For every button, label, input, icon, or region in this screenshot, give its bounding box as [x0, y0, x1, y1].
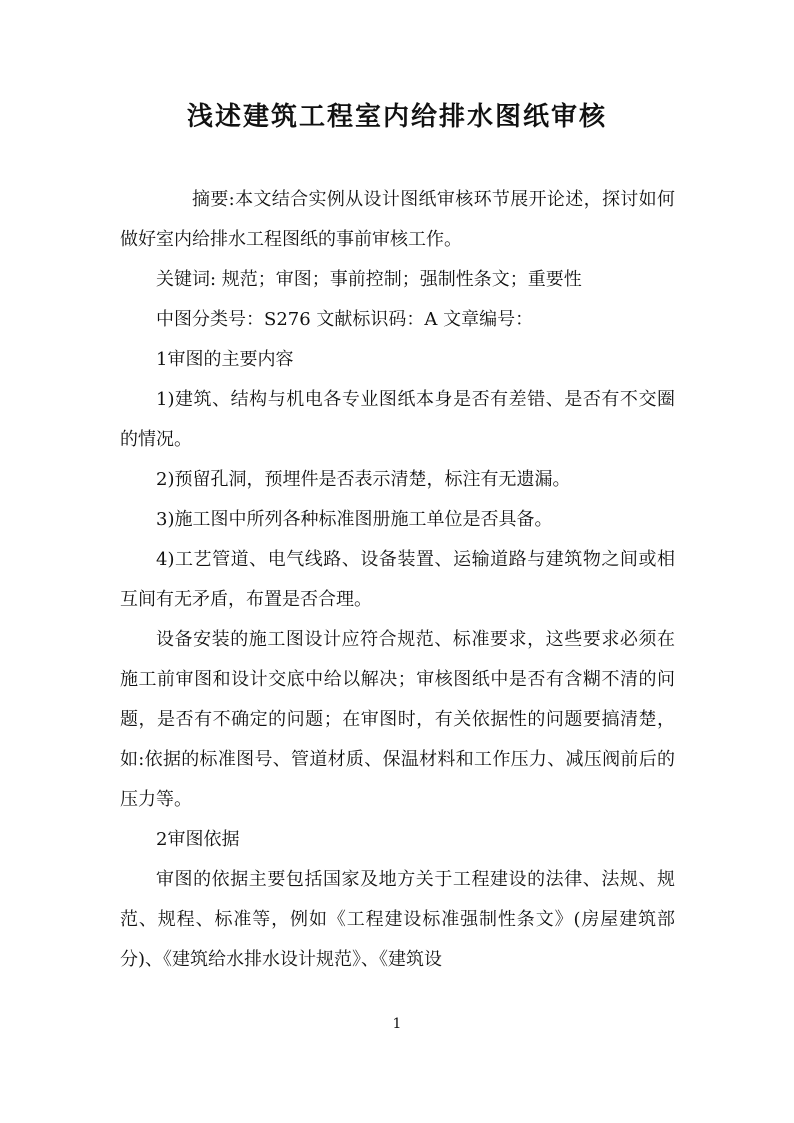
section-heading-2: 2审图依据 — [156, 829, 240, 850]
document-title: 浅述建筑工程室内给排水图纸审核 — [186, 102, 607, 132]
keywords-paragraph: 关键词: 规范；审图；事前控制；强制性条文；重要性 — [156, 269, 582, 290]
section-heading-1: 1审图的主要内容 — [156, 349, 294, 370]
classification-paragraph: 中图分类号：S276 文献标识码：A 文章编号： — [156, 309, 534, 330]
document-body — [120, 180, 675, 980]
list-item-3: 3)施工图中所列各种标准图册施工单位是否具备。 — [156, 509, 553, 530]
list-item-2: 2)预留孔洞，预埋件是否表示清楚，标注有无遗漏。 — [156, 469, 571, 490]
list-item-1: 1)建筑、结构与机电各专业图纸本身是否有差错、是否有不交圈的情况。 — [120, 389, 675, 450]
abstract-paragraph: 摘要:本文结合实例从设计图纸审核环节展开论述，探讨如何做好室内给排水工程图纸的事前审核工作。 — [120, 189, 675, 250]
body-paragraph-installation: 设备安装的施工图设计应符合规范、标准要求，这些要求必须在施工前审图和设计交底中给以解决；审核图纸中是否有含糊不清的问题，是否有不确定的问题；在审图时，有关依据性的问题要搞清楚，如:依据的标准图号、管道材质、保温材料和工作压力、减压阀前后的压力等。 — [120, 629, 675, 810]
list-item-4: 4)工艺管道、电气线路、设备装置、运输道路与建筑物之间或相互间有无矛盾，布置是否合理。 — [120, 549, 675, 610]
page-number: 1 — [392, 1016, 402, 1032]
body-paragraph-basis: 审图的依据主要包括国家及地方关于工程建设的法律、法规、规范、规程、标准等，例如《工程建设标准强制性条文》(房屋建筑部分)、《建筑给水排水设计规范》、《建筑设 — [120, 869, 675, 970]
